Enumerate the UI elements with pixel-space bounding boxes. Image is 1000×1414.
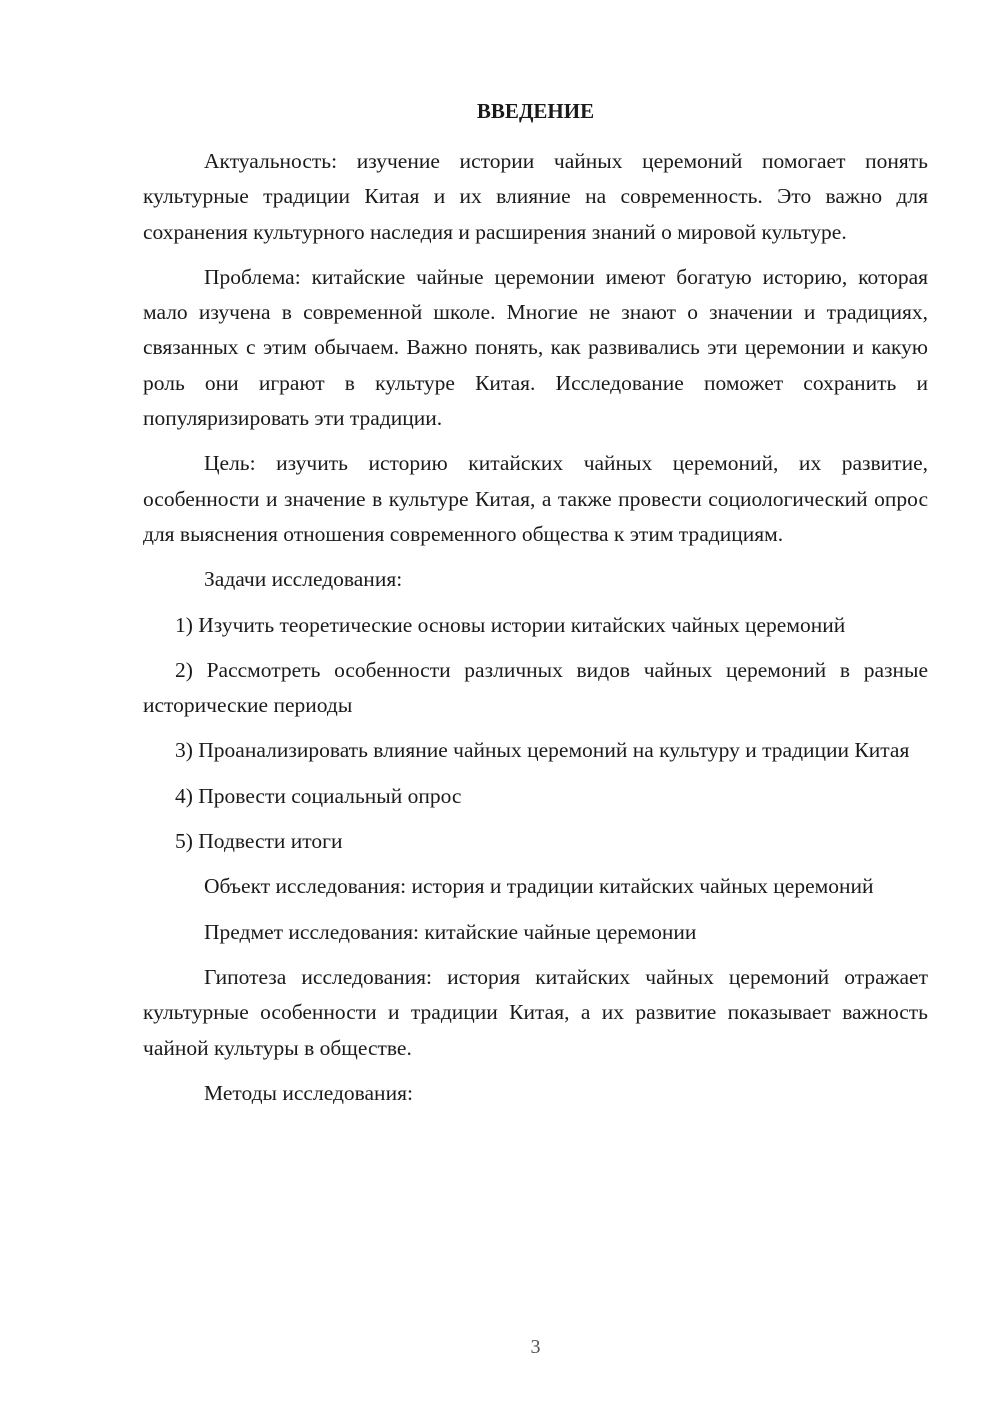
paragraph-methods: Методы исследования: (204, 1080, 413, 1105)
paragraph-goal: Цель: изучить историю китайских чайных церемоний, их развитие, особенности и значение в культуре Китая, а также провести социологический опрос для выяснения отношения современного общества к этим традициям. (143, 451, 928, 546)
task-item: 2) Рассмотреть особенности различных видов чайных церемоний в разные исторические периоды (143, 657, 928, 718)
page-number: 3 (530, 1336, 541, 1358)
paragraph-hypothesis: Гипотеза исследования: история китайских чайных церемоний отражает культурные особенности и традиции Китая, а их развитие показывает важность чайной культуры в обществе. (143, 964, 928, 1060)
document-page (143, 0, 928, 1414)
page-title: ВВЕДЕНИЕ (476, 99, 595, 123)
document-body (143, 144, 928, 1121)
paragraph-relevance: Актуальность: изучение истории чайных церемоний помогает понять культурные традиции Китая и их влияние на современность. Это важно для сохранения культурного наследия и расширения знаний о мировой культуре. (143, 149, 928, 244)
paragraph-problem: Проблема: китайские чайные церемонии имеют богатую историю, которая мало изучена в современной школе. Многие не знают о значении и традициях, связанных с этим обычаем. Важно понять, как развивались эти церемонии и какую роль они играют в культуре Китая. Исследование поможет сохранить и популяризировать эти традиции. (143, 264, 928, 431)
paragraph-subject: Предмет исследования: китайские чайные церемонии (204, 919, 697, 944)
task-item: 5) Подвести итоги (175, 829, 343, 854)
paragraph-object: Объект исследования: история и традиции китайских чайных церемоний (204, 874, 874, 899)
task-item: 1) Изучить теоретические основы истории китайских чайных церемоний (175, 612, 846, 637)
paragraph-tasks-heading: Задачи исследования: (204, 567, 403, 592)
task-item: 3) Проанализировать влияние чайных церемоний на культуру и традиции Китая (175, 738, 910, 763)
task-item: 4) Провести социальный опрос (175, 783, 462, 808)
